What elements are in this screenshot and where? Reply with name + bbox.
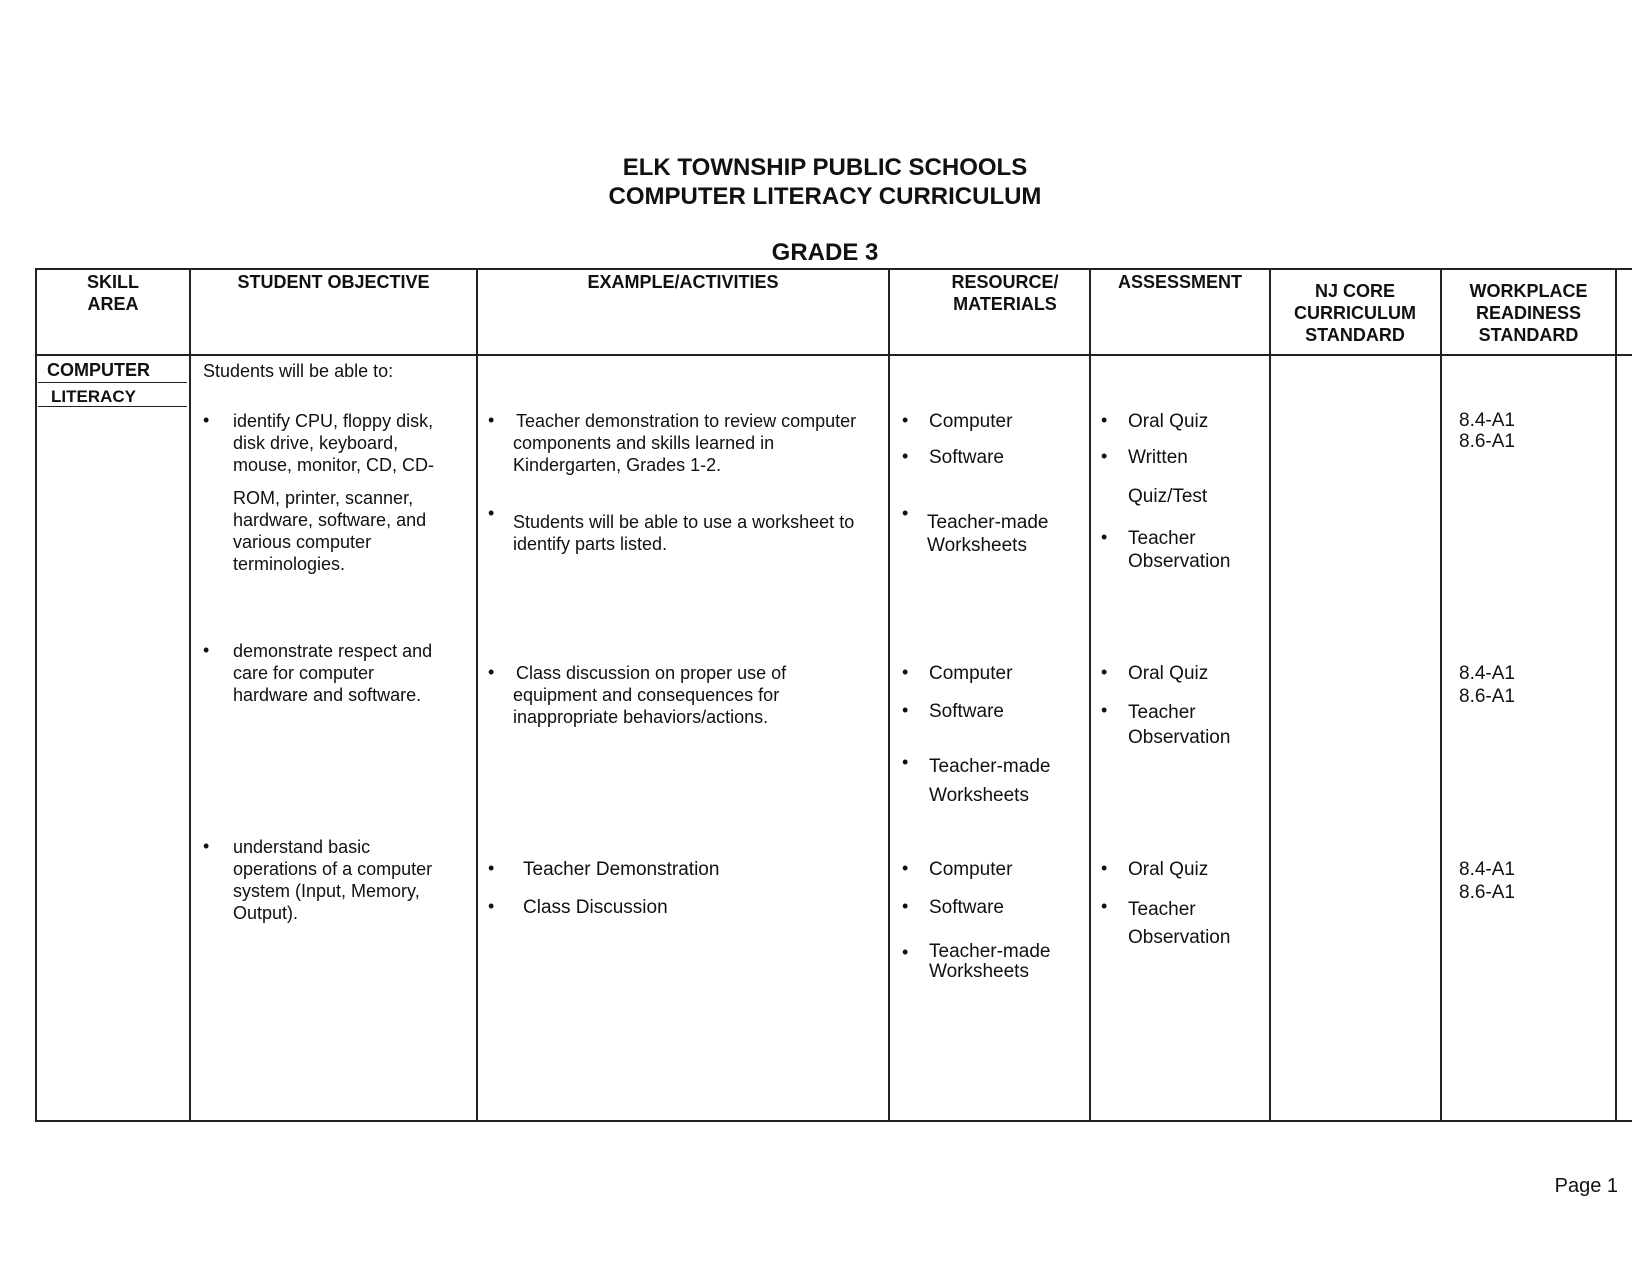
- bullet: •: [488, 896, 495, 916]
- org-title: ELK TOWNSHIP PUBLIC SCHOOLS: [622, 154, 1028, 181]
- bullet: •: [902, 700, 909, 720]
- assessment-item: Oral Quiz: [1128, 663, 1209, 684]
- column-divider: [888, 268, 890, 1122]
- resource-item: Teacher-made Worksheets: [929, 941, 1051, 982]
- activity-text: Teacher Demonstration: [523, 859, 720, 880]
- column-divider: [1440, 268, 1442, 1122]
- assessment-item: Teacher Observation: [1128, 528, 1231, 572]
- resource-item: Software: [929, 897, 1004, 918]
- activity-text: Students will be able to use a worksheet to identify parts listed.: [513, 512, 855, 554]
- column-divider: [1615, 268, 1617, 1122]
- header-student-objective: STUDENT OBJECTIVE: [237, 272, 430, 292]
- skill-box-divider: [38, 382, 187, 383]
- bullet: •: [902, 752, 909, 772]
- resource-item: Computer: [929, 663, 1013, 684]
- grade-title: GRADE 3: [771, 239, 879, 266]
- objective-text: identify CPU, floppy disk, disk drive, keyboard, mouse, monitor, CD, CD- ROM, printer, scanner, hardware, software, and various computer terminologies.: [233, 411, 435, 574]
- resource-item: Computer: [929, 859, 1013, 880]
- assessment-item: Oral Quiz: [1128, 411, 1209, 432]
- column-divider: [189, 268, 191, 1122]
- column-divider: [476, 268, 478, 1122]
- resource-item: Teacher-made Worksheets: [929, 756, 1051, 806]
- bullet: •: [488, 503, 495, 523]
- bullet: •: [902, 662, 909, 682]
- bullet: •: [902, 410, 909, 430]
- workplace-standard: 8.4-A1 8.6-A1: [1459, 663, 1515, 707]
- bullet: •: [488, 858, 495, 878]
- assessment-item: Teacher Observation: [1128, 899, 1231, 948]
- activity-text: Class discussion on proper use of equipment and consequences for inappropriate behaviors/actions.: [513, 663, 787, 727]
- objective-text: understand basic operations of a computer system (Input, Memory, Output).: [233, 837, 433, 923]
- header-example-activities: EXAMPLE/ACTIVITIES: [587, 272, 779, 292]
- table-bottom-border: [35, 1120, 1632, 1122]
- workplace-standard: 8.4-A1 8.6-A1: [1459, 410, 1515, 452]
- bullet: •: [1101, 446, 1108, 466]
- table-top-border: [35, 268, 1632, 270]
- bullet: •: [1101, 662, 1108, 682]
- skill-area-literacy: LITERACY: [51, 387, 136, 406]
- bullet: •: [488, 662, 495, 682]
- bullet: •: [1101, 700, 1108, 720]
- header-nj-core: NJ CORE CURRICULUM STANDARD: [1294, 281, 1416, 345]
- header-resource-materials: RESOURCE/ MATERIALS: [951, 272, 1059, 314]
- assessment-item: Written Quiz/Test: [1128, 447, 1208, 507]
- bullet: •: [203, 640, 210, 660]
- bullet: •: [203, 836, 210, 856]
- bullet: •: [1101, 858, 1108, 878]
- bullet: •: [203, 410, 210, 430]
- objective-intro: Students will be able to:: [203, 361, 394, 381]
- bullet: •: [1101, 410, 1108, 430]
- bullet: •: [902, 896, 909, 916]
- bullet: •: [902, 858, 909, 878]
- resource-item: Software: [929, 701, 1004, 722]
- resource-item: Teacher-made Worksheets: [927, 512, 1049, 556]
- activity-text: Class Discussion: [523, 897, 668, 918]
- bullet: •: [902, 942, 909, 962]
- bullet: •: [902, 503, 909, 523]
- objective-text: demonstrate respect and care for computer hardware and software.: [233, 641, 433, 705]
- bullet: •: [902, 446, 909, 466]
- bullet: •: [1101, 896, 1108, 916]
- bullet: •: [1101, 527, 1108, 547]
- column-divider: [1269, 268, 1271, 1122]
- activity-text: Teacher demonstration to review computer components and skills learned in Kindergarten, Grades 1-2.: [513, 411, 857, 475]
- workplace-standard: 8.4-A1 8.6-A1: [1459, 859, 1515, 903]
- header-skill-area: SKILL AREA: [87, 272, 139, 314]
- page-number: Page 1: [1554, 1175, 1618, 1197]
- header-assessment: ASSESSMENT: [1117, 272, 1243, 292]
- column-divider: [1089, 268, 1091, 1122]
- header-workplace-readiness: WORKPLACE READINESS STANDARD: [1469, 281, 1588, 345]
- skill-area-computer: COMPUTER: [47, 360, 150, 380]
- assessment-item: Teacher Observation: [1128, 702, 1231, 748]
- bullet: •: [488, 410, 495, 430]
- curriculum-title: COMPUTER LITERACY CURRICULUM: [608, 183, 1042, 210]
- header-row-divider: [35, 354, 1632, 356]
- column-divider: [35, 268, 37, 1122]
- resource-item: Software: [929, 447, 1004, 468]
- resource-item: Computer: [929, 411, 1013, 432]
- assessment-item: Oral Quiz: [1128, 859, 1209, 880]
